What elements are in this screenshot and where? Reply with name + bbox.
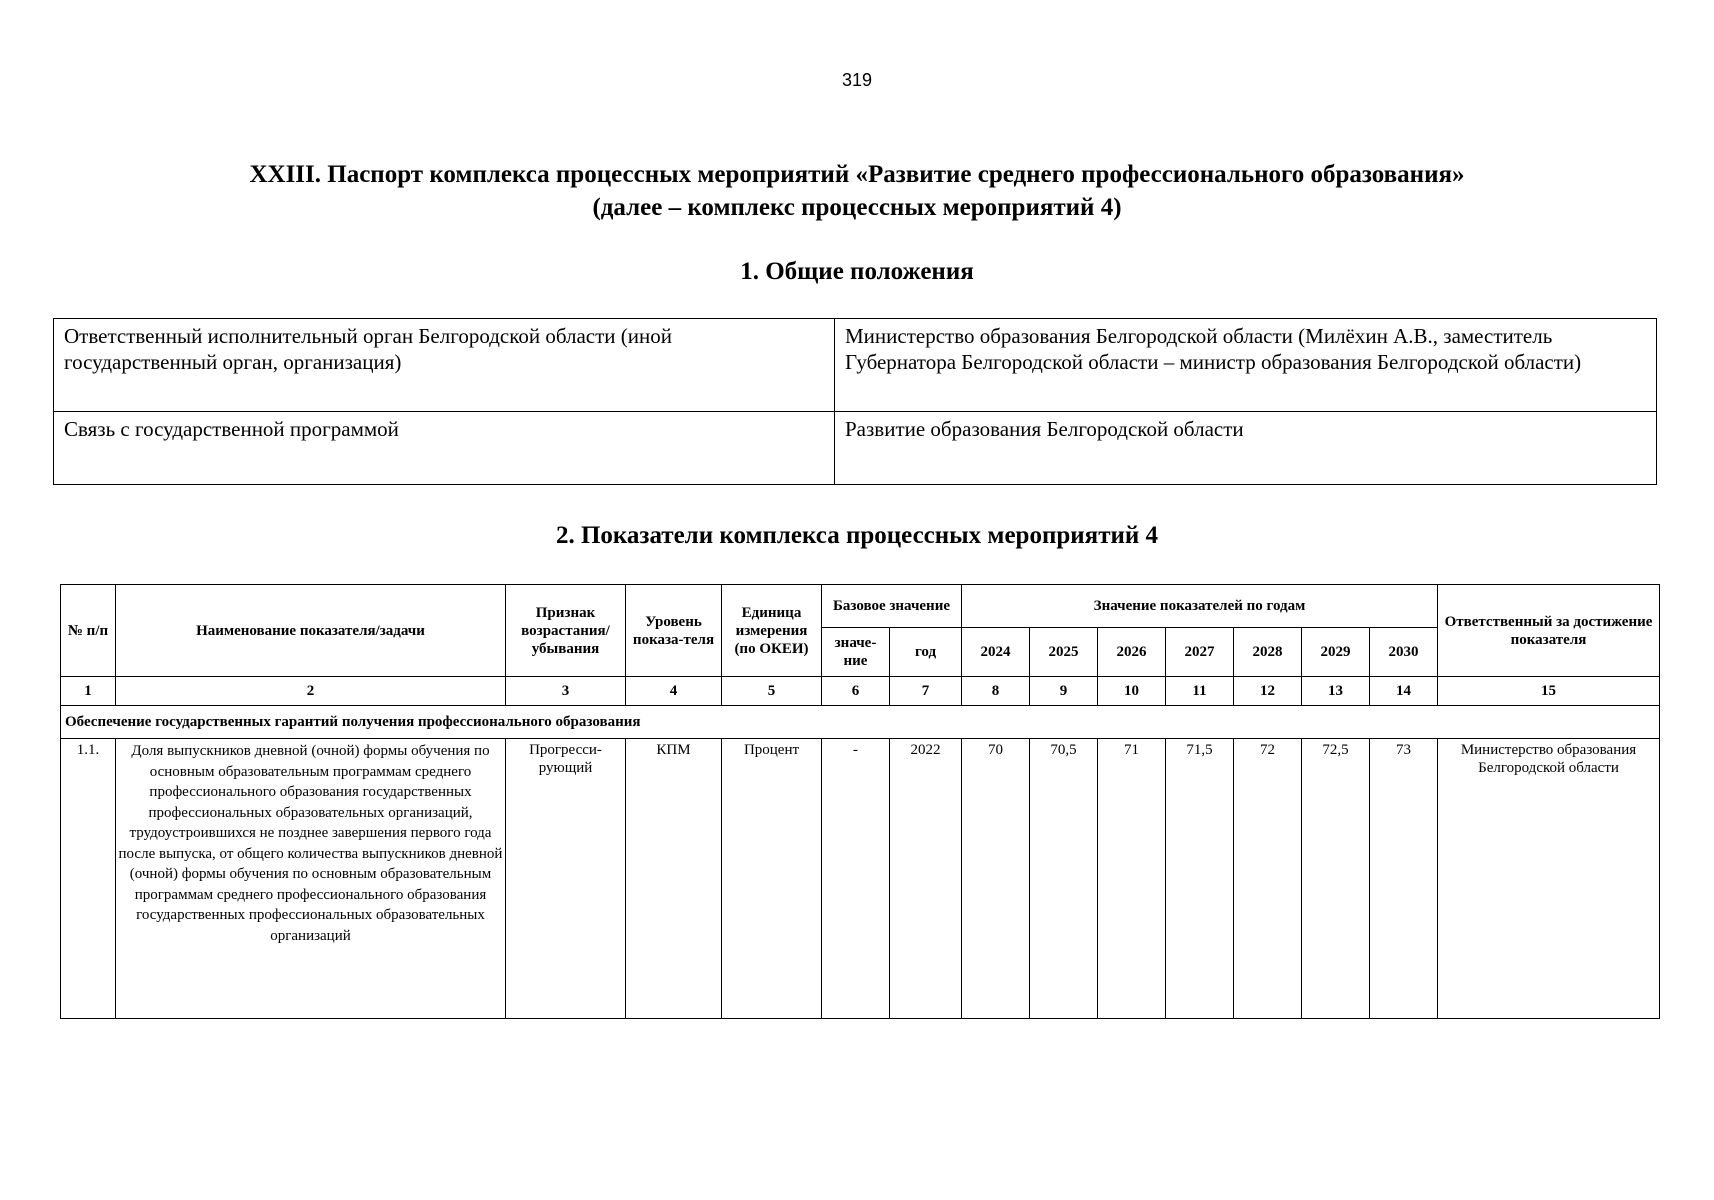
- row-value-2029: 72,5: [1302, 739, 1370, 1019]
- row-value-2027: 71,5: [1166, 739, 1234, 1019]
- header-trend: Признак возрастания/ убывания: [506, 585, 626, 677]
- header-year: 2030: [1370, 628, 1438, 677]
- section-2-title: 2. Показатели комплекса процессных мероприятий 4: [555, 522, 1159, 549]
- section-1-title: 1. Общие положения: [740, 258, 974, 285]
- column-number: 11: [1166, 677, 1234, 706]
- row-trend: Прогресси-рующий: [506, 739, 626, 1019]
- title-line-1: XXIII. Паспорт комплекса процессных мероприятий «Развитие среднего профессионального образования»: [249, 161, 1465, 188]
- row-value-2026: 71: [1098, 739, 1166, 1019]
- document-title: [0, 158, 1714, 224]
- general-row-program: [54, 412, 1657, 485]
- row-unit: Процент: [722, 739, 822, 1019]
- column-number: 3: [506, 677, 626, 706]
- task-row: [61, 706, 1660, 739]
- column-number: 14: [1370, 677, 1438, 706]
- row-value-2028: 72: [1234, 739, 1302, 1019]
- header-unit: Единица измерения (по ОКЕИ): [722, 585, 822, 677]
- general-provisions-table: [53, 318, 1657, 485]
- column-number: 12: [1234, 677, 1302, 706]
- header-responsible: Ответственный за достижение показателя: [1438, 585, 1660, 677]
- row-value-2030: 73: [1370, 739, 1438, 1019]
- column-number: 7: [890, 677, 962, 706]
- header-name: Наименование показателя/задачи: [116, 585, 506, 677]
- column-number: 8: [962, 677, 1030, 706]
- header-level: Уровень показа-теля: [626, 585, 722, 677]
- row-level: КПМ: [626, 739, 722, 1019]
- column-number: 10: [1098, 677, 1166, 706]
- row-indicator-name: Доля выпускников дневной (очной) формы обучения по основным образовательным программам среднего профессионального образования государственных профессиональных образовательных организаций, трудоустроившихся не позднее завершения первого года после выпуска, от общего количества выпускников дневной (очной) формы обучения по основным образовательным программам среднего профессионального образования государственных профессиональных образовательных организаций: [116, 739, 506, 1019]
- column-number: 15: [1438, 677, 1660, 706]
- header-year: 2029: [1302, 628, 1370, 677]
- header-year: 2024: [962, 628, 1030, 677]
- header-year: 2027: [1166, 628, 1234, 677]
- row-base-value: -: [822, 739, 890, 1019]
- header-years-group: Значение показателей по годам: [962, 585, 1438, 628]
- column-number: 6: [822, 677, 890, 706]
- general-row1-value: Министерство образования Белгородской области (Милёхин А.В., заместитель Губернатора Белгородской области – министр образования Белгородской области): [835, 319, 1657, 412]
- header-year: 2025: [1030, 628, 1098, 677]
- header-num: № п/п: [61, 585, 116, 677]
- page-number: 319: [841, 70, 873, 90]
- column-number: 13: [1302, 677, 1370, 706]
- column-number: 4: [626, 677, 722, 706]
- column-numbers-row: [61, 677, 1660, 706]
- row-num: 1.1.: [61, 739, 116, 1019]
- column-number: 9: [1030, 677, 1098, 706]
- header-base: Базовое значение: [822, 585, 962, 628]
- header-year: 2026: [1098, 628, 1166, 677]
- header-base-value: значе-ние: [822, 628, 890, 677]
- table-row: [61, 739, 1660, 1019]
- column-number: 2: [116, 677, 506, 706]
- general-row1-label: Ответственный исполнительный орган Белгородской области (иной государственный орган, организация): [54, 319, 835, 412]
- indicators-table: [60, 584, 1660, 1019]
- general-row-responsible: [54, 319, 1657, 412]
- row-value-2025: 70,5: [1030, 739, 1098, 1019]
- task-title: Обеспечение государственных гарантий получения профессионального образования: [61, 706, 1660, 739]
- row-responsible: Министерство образования Белгородской области: [1438, 739, 1660, 1019]
- general-row2-value: Развитие образования Белгородской области: [835, 412, 1657, 485]
- header-base-year: год: [890, 628, 962, 677]
- column-number: 5: [722, 677, 822, 706]
- header-row-1: [61, 585, 1660, 628]
- header-year: 2028: [1234, 628, 1302, 677]
- column-number: 1: [61, 677, 116, 706]
- general-row2-label: Связь с государственной программой: [54, 412, 835, 485]
- row-base-year: 2022: [890, 739, 962, 1019]
- title-line-2: (далее – комплекс процессных мероприятий 4): [592, 194, 1122, 221]
- row-value-2024: 70: [962, 739, 1030, 1019]
